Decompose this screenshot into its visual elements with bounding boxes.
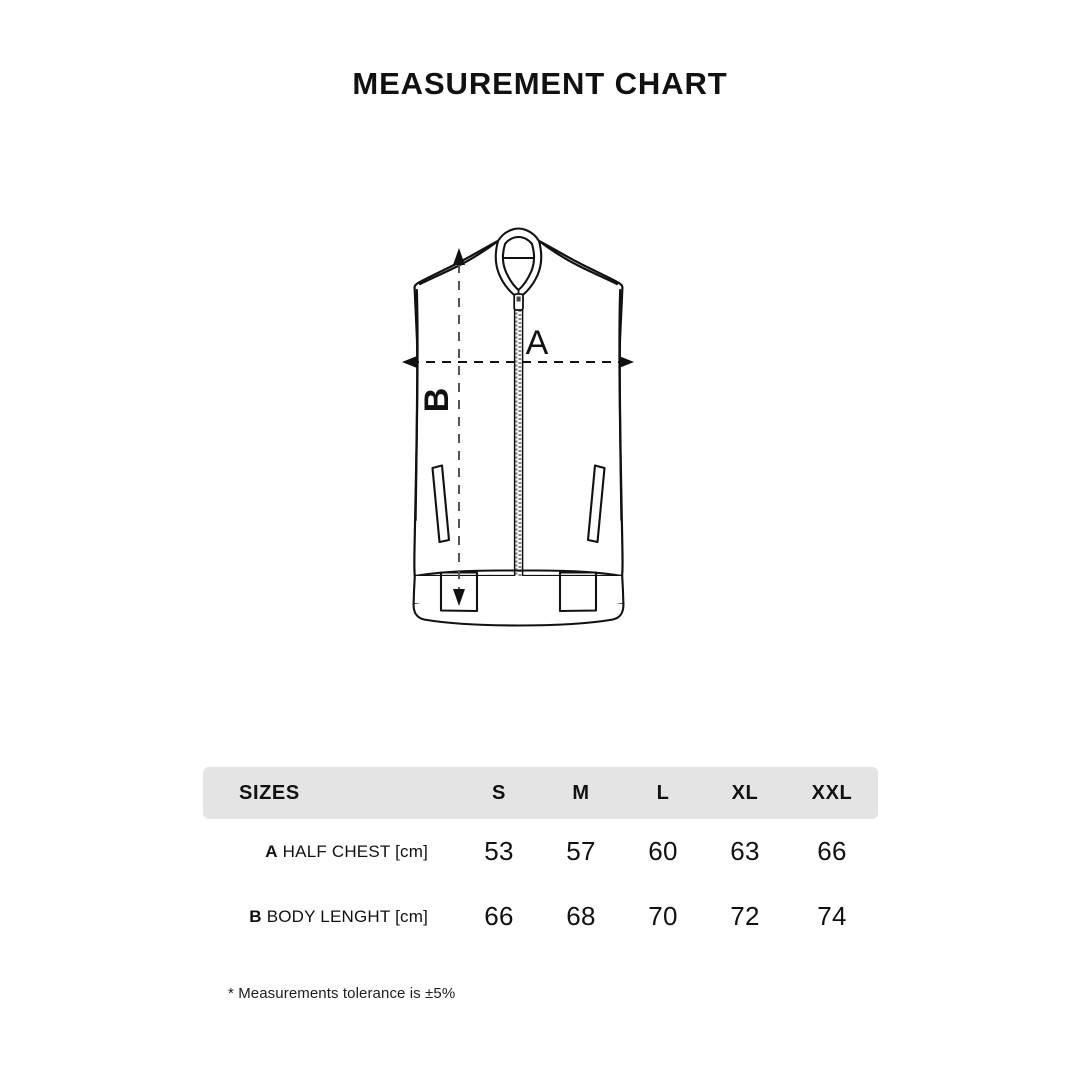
tolerance-footnote: * Measurements tolerance is ±5% bbox=[228, 985, 456, 1002]
vest-technical-drawing bbox=[370, 220, 710, 640]
zipper-tape bbox=[515, 308, 523, 588]
cell-body-length-l: 70 bbox=[648, 901, 678, 931]
cell-body-length-xxl: 74 bbox=[817, 901, 847, 931]
zipper-slider bbox=[514, 294, 523, 310]
table-row-body-length bbox=[203, 884, 878, 949]
measure-b-label: B bbox=[418, 387, 456, 413]
row-label-half-chest bbox=[203, 819, 458, 884]
measure-a-arrow-left bbox=[402, 356, 417, 368]
header-size-l: L bbox=[622, 767, 704, 819]
measure-b-arrow-top bbox=[453, 248, 465, 265]
row-label-body-length bbox=[203, 884, 458, 949]
header-sizes-label: SIZES bbox=[203, 767, 458, 819]
measure-a-label: A bbox=[525, 324, 549, 362]
garment-illustration bbox=[370, 220, 710, 640]
cell-half-chest-m: 57 bbox=[566, 836, 596, 866]
table-header-row bbox=[203, 767, 878, 819]
cell-half-chest-xl: 63 bbox=[730, 836, 760, 866]
size-table-container bbox=[203, 767, 878, 949]
measure-a-arrow-right bbox=[619, 356, 634, 368]
zipper-pull-tab bbox=[517, 297, 521, 302]
row-measure-half-chest: HALF CHEST [cm] bbox=[282, 841, 428, 861]
hem-bottom-edge bbox=[414, 604, 624, 626]
row-measure-body-length: BODY LENGHT [cm] bbox=[266, 906, 428, 926]
cell-half-chest-xxl: 66 bbox=[817, 836, 847, 866]
header-size-xxl: XXL bbox=[786, 767, 878, 819]
cell-body-length-m: 68 bbox=[566, 901, 596, 931]
table-row-half-chest bbox=[203, 819, 878, 884]
row-code-a: A bbox=[265, 841, 278, 861]
cell-body-length-xl: 72 bbox=[730, 901, 760, 931]
cell-half-chest-l: 60 bbox=[648, 836, 678, 866]
header-size-s: S bbox=[458, 767, 540, 819]
size-table bbox=[203, 767, 878, 949]
header-size-xl: XL bbox=[704, 767, 786, 819]
page-title: MEASUREMENT CHART bbox=[352, 66, 728, 101]
cell-body-length-s: 66 bbox=[484, 901, 514, 931]
center-front-zipper bbox=[514, 294, 523, 595]
cell-half-chest-s: 53 bbox=[484, 836, 514, 866]
header-size-m: M bbox=[540, 767, 622, 819]
row-code-b: B bbox=[249, 906, 262, 926]
